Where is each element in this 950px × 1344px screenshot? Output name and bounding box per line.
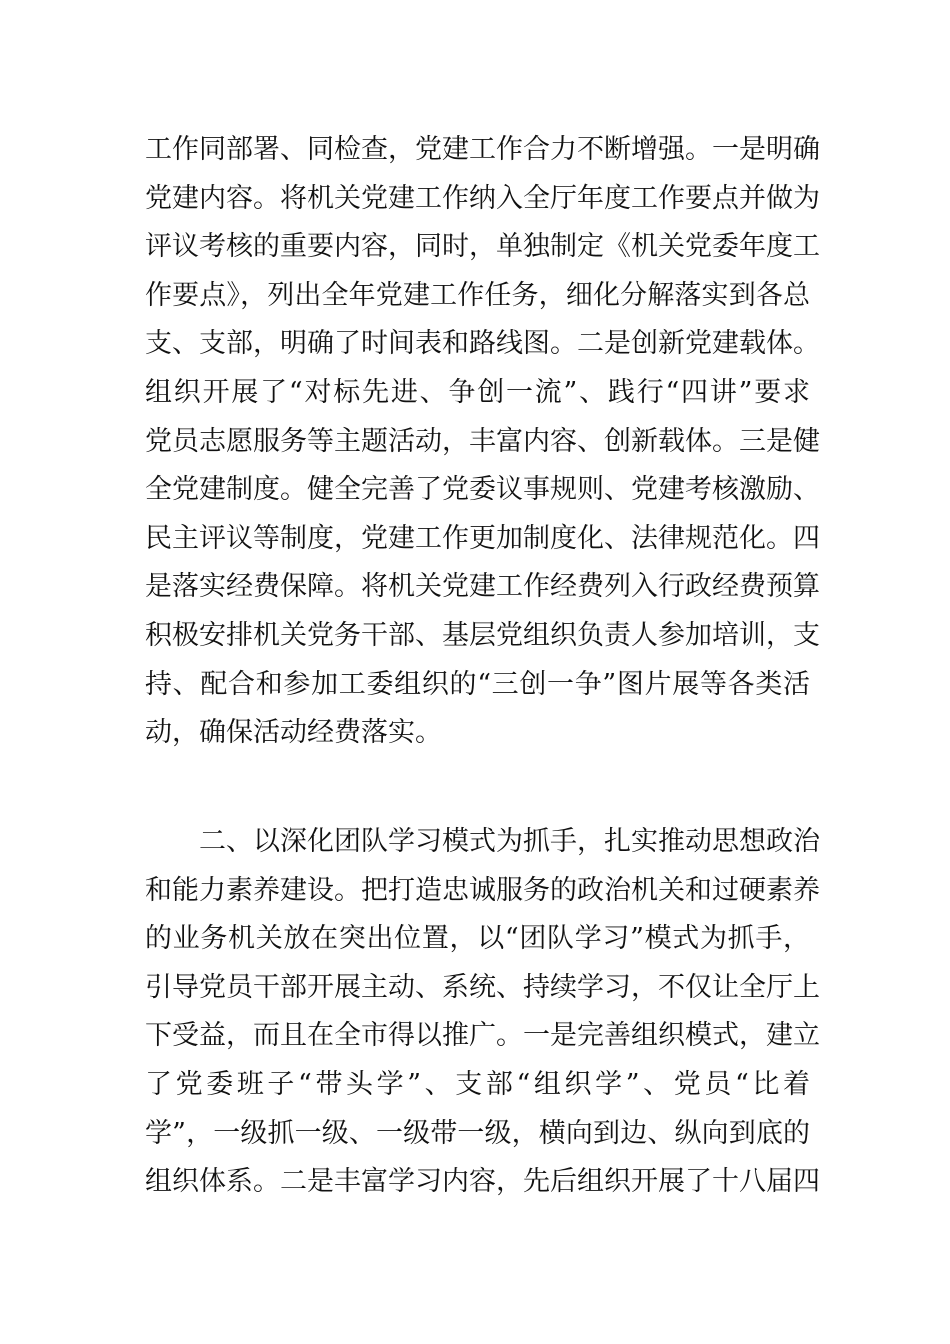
text-line: 党员志愿服务等主题活动，丰富内容、创新载体。三是健 [145, 425, 820, 457]
text-line: 组织体系。二是丰富学习内容，先后组织开展了十八届四 [145, 1166, 820, 1198]
text-line: 持、配合和参加工委组织的“三创一争”图片展等各类活 [145, 668, 810, 700]
text-line: 工作同部署、同检查，党建工作合力不断增强。一是明确 [145, 134, 820, 165]
text-line: 作要点》，列出全年党建工作任务，细化分解落实到各总 [145, 279, 810, 311]
text-line: 学”，一级抓一级、一级带一级，横向到边、纵向到底的 [145, 1117, 810, 1149]
text-line: 了党委班子“带头学”、支部“组织学”、党员“比着 [145, 1068, 810, 1100]
text-line: 组织开展了“对标先进、争创一流”、践行“四讲”要求 [145, 376, 810, 408]
text-line: 和能力素养建设。把打造忠诚服务的政治机关和过硬素养 [145, 874, 820, 906]
text-line: 党建内容。将机关党建工作纳入全厅年度工作要点并做为 [145, 182, 820, 214]
text-line: 全党建制度。健全完善了党委议事规则、党建考核激励、 [145, 474, 820, 506]
text-line: 引导党员干部开展主动、系统、持续学习，不仅让全厅上 [145, 971, 820, 1003]
text-line: 积极安排机关党务干部、基层党组织负责人参加培训，支 [145, 619, 820, 651]
text-line: 是落实经费保障。将机关党建工作经费列入行政经费预算 [145, 571, 820, 603]
paragraph-2 [145, 818, 820, 1207]
text-line: 的业务机关放在突出位置，以“团队学习”模式为抓手， [145, 923, 810, 955]
text-line: 支、支部，明确了时间表和路线图。二是创新党建载体。 [145, 328, 820, 360]
text-line: 评议考核的重要内容，同时，单独制定《机关党委年度工 [145, 231, 820, 263]
text-line: 动，确保活动经费落实。 [145, 717, 442, 749]
text-line: 民主评议等制度，党建工作更加制度化、法律规范化。四 [145, 522, 820, 554]
paragraph-1 [145, 126, 820, 758]
text-line: 下受益，而且在全市得以推广。一是完善组织模式，建立 [145, 1020, 820, 1052]
text-line: 二、以深化团队学习模式为抓手，扎实推动思想政治 [145, 826, 820, 857]
